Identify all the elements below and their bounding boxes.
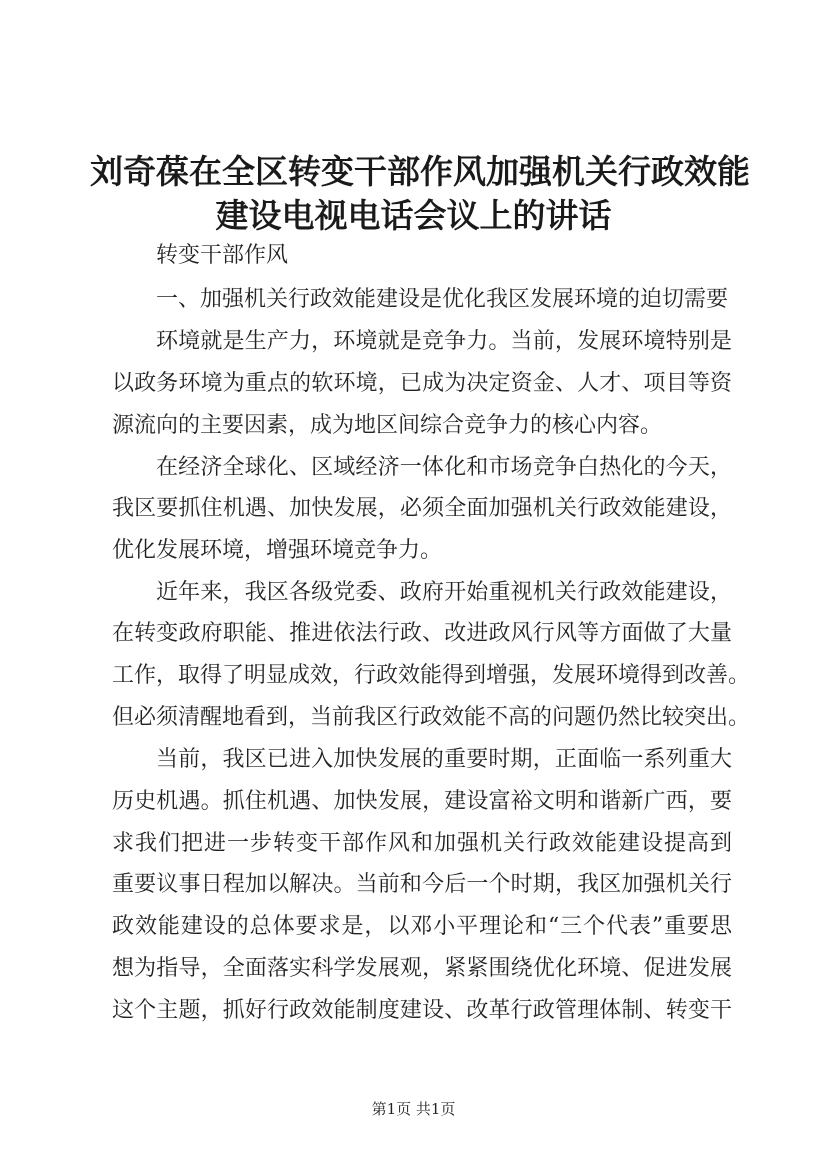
body-line: 政效能建设的总体要求是，以邓小平理论和“三个代表”重要思 (112, 914, 732, 939)
page-number-footer: 第1页 共1页 (371, 1100, 456, 1118)
body-line: 想为指导，全面落实科学发展观，紧紧围绕优化环境、促进发展 (112, 956, 732, 981)
body-line: 在转变政府职能、推进依法行政、改进政风行风等方面做了大量 (112, 621, 732, 646)
subsection-heading: 一、加强机关行政效能建设是优化我区发展环境的迫切需要 (156, 287, 729, 312)
document-title-line-2: 建设电视电话会议上的讲话 (215, 196, 612, 235)
body-line: 求我们把进一步转变干部作风和加强机关行政效能建设提高到 (112, 831, 732, 856)
body-line: 重要议事日程加以解决。当前和今后一个时期，我区加强机关行 (112, 872, 732, 897)
body-line: 源流向的主要因素，成为地区间综合竞争力的核心内容。 (112, 413, 663, 438)
body-line: 在经济全球化、区域经济一体化和市场竞争白热化的今天， (156, 455, 732, 480)
document-title-line-1: 刘奇葆在全区转变干部作风加强机关行政效能 (90, 152, 750, 191)
body-line: 当前，我区已进入加快发展的重要时期，正面临一系列重大 (156, 747, 732, 772)
body-line: 历史机遇。抓住机遇、加快发展，建设富裕文明和谐新广西，要 (112, 789, 732, 814)
body-line: 但必须清醒地看到，当前我区行政效能不高的问题仍然比较突出。 (112, 705, 751, 730)
body-line: 以政务环境为重点的软环境，已成为决定资金、人才、项目等资 (112, 371, 732, 396)
body-line: 近年来，我区各级党委、政府开始重视机关行政效能建设， (156, 580, 732, 605)
body-line: 我区要抓住机遇、加快发展，必须全面加强机关行政效能建设， (112, 496, 732, 521)
body-line: 环境就是生产力，环境就是竞争力。当前，发展环境特别是 (156, 329, 732, 354)
body-line: 优化发展环境，增强环境竞争力。 (112, 538, 443, 563)
section-heading: 转变干部作风 (156, 243, 289, 268)
body-line: 工作，取得了明显成效，行政效能得到增强，发展环境得到改善。 (112, 663, 751, 688)
body-line: 这个主题，抓好行政效能制度建设、改革行政管理体制、转变干 (112, 998, 732, 1023)
